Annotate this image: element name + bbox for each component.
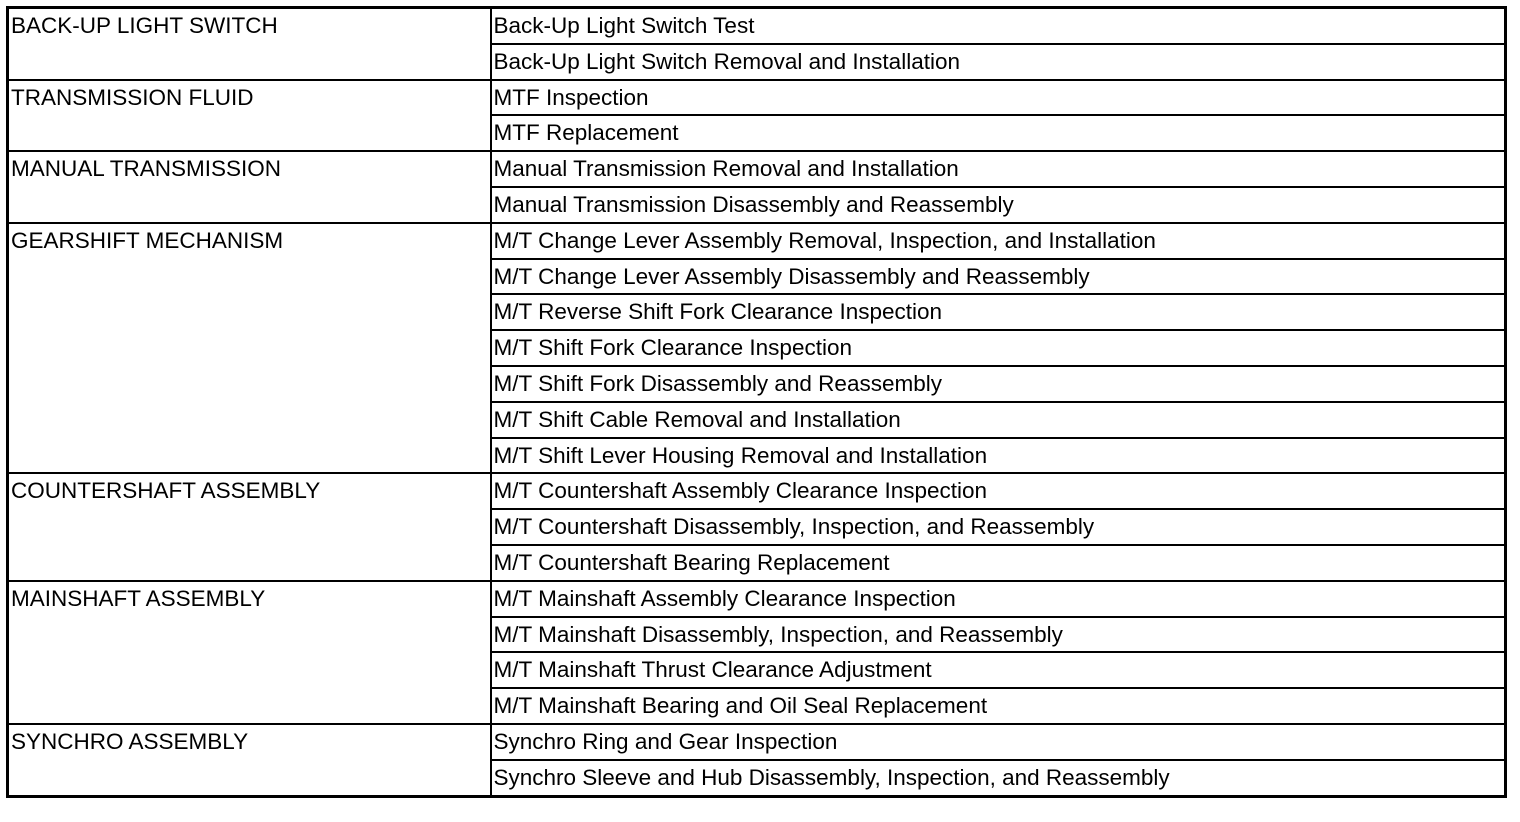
procedure-link[interactable]: Back-Up Light Switch Removal and Installation [491, 44, 1506, 80]
procedure-link[interactable]: Synchro Sleeve and Hub Disassembly, Inspection, and Reassembly [491, 760, 1506, 796]
table-row [8, 80, 1506, 116]
procedure-link[interactable]: M/T Countershaft Bearing Replacement [491, 545, 1506, 581]
table-row [8, 724, 1506, 760]
procedure-link[interactable]: M/T Countershaft Disassembly, Inspection, and Reassembly [491, 509, 1506, 545]
procedure-link[interactable]: MTF Replacement [491, 115, 1506, 151]
section-title: GEARSHIFT MECHANISM [8, 223, 491, 474]
procedure-link[interactable]: M/T Shift Lever Housing Removal and Installation [491, 438, 1506, 474]
procedure-link[interactable]: Manual Transmission Disassembly and Reassembly [491, 187, 1506, 223]
section-title: MAINSHAFT ASSEMBLY [8, 581, 491, 724]
section-title: TRANSMISSION FLUID [8, 80, 491, 152]
procedure-link[interactable]: M/T Mainshaft Thrust Clearance Adjustment [491, 652, 1506, 688]
table-row [8, 151, 1506, 187]
procedure-link[interactable]: MTF Inspection [491, 80, 1506, 116]
table-row [8, 223, 1506, 259]
procedure-link[interactable]: M/T Mainshaft Bearing and Oil Seal Replacement [491, 688, 1506, 724]
procedure-link[interactable]: M/T Shift Cable Removal and Installation [491, 402, 1506, 438]
section-title: MANUAL TRANSMISSION [8, 151, 491, 223]
procedure-link[interactable]: Back-Up Light Switch Test [493, 13, 755, 38]
section-title: COUNTERSHAFT ASSEMBLY [8, 473, 491, 580]
procedure-link[interactable]: M/T Mainshaft Disassembly, Inspection, and Reassembly [491, 617, 1506, 653]
procedure-link[interactable]: M/T Shift Fork Disassembly and Reassembly [491, 366, 1506, 402]
procedure-link[interactable]: M/T Change Lever Assembly Disassembly and Reassembly [491, 259, 1506, 295]
procedure-link[interactable]: M/T Shift Fork Clearance Inspection [491, 330, 1506, 366]
procedure-link[interactable]: Synchro Ring and Gear Inspection [491, 724, 1506, 760]
table-row [8, 473, 1506, 509]
section-title: BACK-UP LIGHT SWITCH [8, 8, 491, 80]
procedure-link[interactable]: M/T Mainshaft Assembly Clearance Inspection [491, 581, 1506, 617]
procedure-index-body [8, 8, 1506, 797]
procedure-link[interactable]: M/T Change Lever Assembly Removal, Inspection, and Installation [491, 223, 1506, 259]
section-title: SYNCHRO ASSEMBLY [8, 724, 491, 796]
procedure-index-table [6, 6, 1507, 798]
procedure-link[interactable]: Manual Transmission Removal and Installation [491, 151, 1506, 187]
procedure-link[interactable]: M/T Reverse Shift Fork Clearance Inspection [491, 294, 1506, 330]
table-row [8, 581, 1506, 617]
procedure-link[interactable]: M/T Countershaft Assembly Clearance Inspection [491, 473, 1506, 509]
table-row [8, 8, 1506, 44]
